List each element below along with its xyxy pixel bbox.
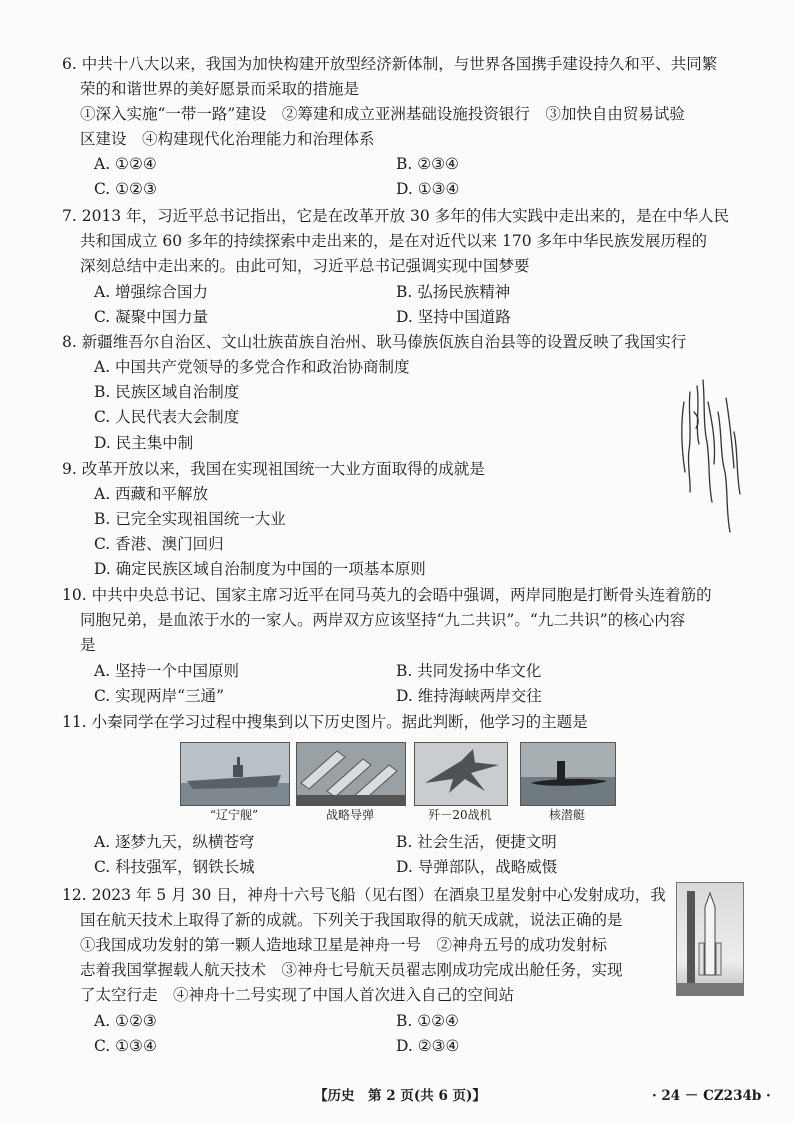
q7-options-row [94, 280, 744, 305]
q11-option-b[interactable]: B. 社会生活，便捷文明 [396, 833, 557, 851]
q8-option-c[interactable]: C. 人民代表大会制度 [94, 408, 240, 426]
aircraft-carrier-photo [180, 742, 290, 806]
caption-strategic-missile: 战略导弹 [325, 808, 374, 822]
q9-option-c[interactable]: C. 香港、澳门回归 [94, 535, 224, 553]
q6-option-d[interactable]: D. ①③④ [396, 180, 460, 198]
q11-option-a[interactable]: A. 逐梦九天，纵横苍穹 [94, 833, 255, 851]
q6-option-a[interactable]: A. ①②④ [94, 155, 157, 173]
q10-stem-line: 同胞兄弟，是血浓于水的一家人。两岸双方应该坚持“九二共识”。“九二共识”的核心内容 [80, 611, 686, 629]
q11-options-row [94, 830, 744, 855]
q12-option-d[interactable]: D. ②③④ [396, 1037, 460, 1055]
q12-option-b[interactable]: B. ①②④ [396, 1012, 459, 1030]
q7-option-d[interactable]: D. 坚持中国道路 [396, 308, 511, 326]
q12-option-a[interactable]: A. ①②③ [94, 1012, 157, 1030]
q10-options-row [94, 659, 744, 684]
q8-option-a[interactable]: A. 中国共产党领导的多党合作和政治协商制度 [94, 358, 410, 376]
caption-aircraft-carrier: “辽宁舰” [209, 808, 259, 822]
q9-option-b[interactable]: B. 已完全实现祖国统一大业 [94, 510, 286, 528]
q6-stem-line: 6. 中共十八大以来，我国为加快构建开放型经济新体制，与世界各国携手建设持久和平、共同繁 [62, 55, 718, 73]
q10-stem-line: 10. 中共中央总书记、国家主席习近平在同马英九的会晤中强调，两岸同胞是打断骨头连着筋的 [62, 586, 712, 604]
q7-options-row [94, 305, 744, 330]
q9-stem-line: 9. 改革开放以来，我国在实现祖国统一大业方面取得的成就是 [62, 460, 485, 478]
q11-stem-line: 11. 小秦同学在学习过程中搜集到以下历史图片。据此判断，他学习的主题是 [62, 713, 588, 731]
q8-option-d[interactable]: D. 民主集中制 [94, 434, 194, 452]
q7-option-c[interactable]: C. 凝聚中国力量 [94, 308, 209, 326]
q6-option-c[interactable]: C. ①②③ [94, 180, 157, 198]
q7-option-a[interactable]: A. 增强综合国力 [94, 283, 209, 301]
q12-options-row [94, 1009, 744, 1034]
q10-option-c[interactable]: C. 实现两岸“三通” [94, 687, 225, 705]
q10-option-b[interactable]: B. 共同发扬中华文化 [396, 662, 542, 680]
q11-option-d[interactable]: D. 导弹部队，战略威慑 [396, 858, 558, 876]
shenzhou-launch-photo [676, 882, 744, 996]
q9-option-a[interactable]: A. 西藏和平解放 [94, 485, 209, 503]
footer-page-info: 【历史 第 2 页(共 6 页)】 [314, 1088, 486, 1104]
q6-stem-line: ①深入实施“一带一路”建设 ②筹建和成立亚洲基础设施投资银行 ③加快自由贸易试验 [80, 105, 685, 123]
q12-stem-line: 国在航天技术上取得了新的成就。下列关于我国取得的航天成就，说法正确的是 [80, 911, 623, 929]
caption-j20-fighter: 歼－20战机 [428, 808, 492, 822]
caption-nuclear-submarine: 核潜艇 [548, 808, 585, 822]
q6-option-b[interactable]: B. ②③④ [396, 155, 459, 173]
q7-stem-line: 深刻总结中走出来的。由此可知，习近平总书记强调实现中国梦要 [80, 257, 530, 275]
footer-paper-code: · 24 － CZ234b · [652, 1088, 771, 1104]
q10-option-a[interactable]: A. 坚持一个中国原则 [94, 662, 240, 680]
j20-fighter-photo [414, 742, 508, 806]
q6-stem-line: 区建设 ④构建现代化治理能力和治理体系 [80, 130, 375, 148]
q10-option-d[interactable]: D. 维持海峡两岸交往 [396, 687, 542, 705]
q6-stem-line: 荣的和谐世界的美好愿景而采取的措施是 [80, 80, 360, 98]
q7-option-b[interactable]: B. 弘扬民族精神 [396, 283, 511, 301]
q12-stem-line: 12. 2023 年 5 月 30 日，神舟十六号飞船（见右图）在酒泉卫星发射中心发射成功，我 [62, 886, 666, 904]
q7-stem-line: 共和国成立 60 多年的持续探索中走出来的，是在对近代以来 170 多年中华民族发展历程的 [80, 232, 708, 250]
nuclear-submarine-photo [520, 742, 616, 806]
q12-stem-line: 志着我国掌握载人航天技术 ③神舟七号航天员翟志刚成功完成出舱任务，实现 [80, 961, 623, 979]
q12-options-row [94, 1034, 744, 1059]
q10-stem-line: 是 [80, 636, 96, 654]
q11-option-c[interactable]: C. 科技强军，钢铁长城 [94, 858, 255, 876]
q8-option-b[interactable]: B. 民族区域自治制度 [94, 383, 240, 401]
q7-stem-line: 7. 2013 年，习近平总书记指出，它是在改革开放 30 多年的伟大实践中走出来的，是在中华人民 [62, 207, 730, 225]
q6-options-row [94, 177, 744, 202]
q11-options-row [94, 855, 744, 880]
q12-option-c[interactable]: C. ①③④ [94, 1037, 157, 1055]
q8-stem-line: 8. 新疆维吾尔自治区、文山壮族苗族自治州、耿马傣族佤族自治县等的设置反映了我国实行 [62, 333, 687, 351]
q6-options-row [94, 152, 744, 177]
q12-stem-line: 了太空行走 ④神舟十二号实现了中国人首次进入自己的空间站 [80, 986, 515, 1004]
q9-option-d[interactable]: D. 确定民族区域自治制度为中国的一项基本原则 [94, 560, 426, 578]
q10-options-row [94, 684, 744, 709]
strategic-missile-photo [296, 742, 406, 806]
q12-stem-line: ①我国成功发射的第一颗人造地球卫星是神舟一号 ②神舟五号的成功发射标 [80, 936, 608, 954]
